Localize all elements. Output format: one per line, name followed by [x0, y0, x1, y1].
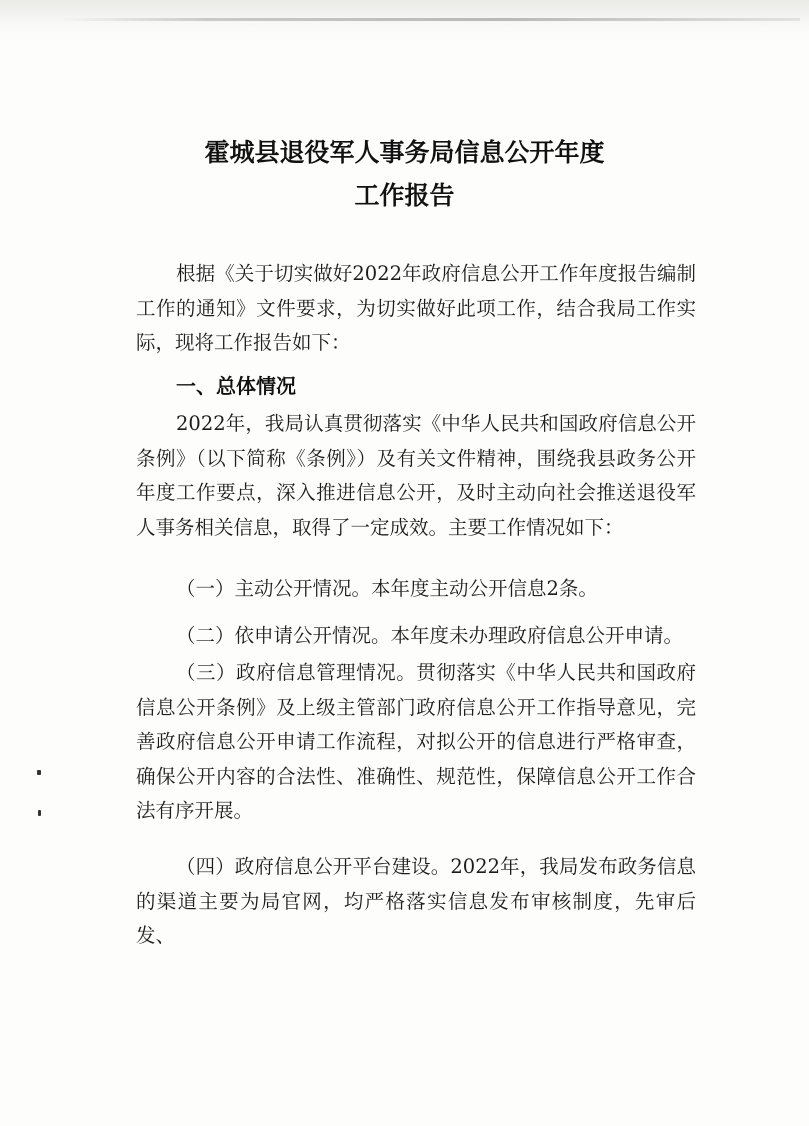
section-heading-overview: 一、总体情况 — [176, 374, 296, 398]
item-proactive-disclosure: （一）主动公开情况。本年度主动公开信息2条。 — [176, 577, 598, 600]
item-request-disclosure: （二）依申请公开情况。本年度未办理政府信息公开申请。 — [176, 624, 684, 647]
scan-speck — [37, 770, 41, 775]
item-platform-construction: （四）政府信息公开平台建设。2022年，我局发布政务信息的渠道主要为局官网，均严格落实信息发布审核制度，先审后发、 — [136, 855, 696, 947]
scan-speck — [38, 810, 41, 816]
overview-paragraph: 2022年，我局认真贯彻落实《中华人民共和国政府信息公开条例》（以下简称《条例》）及有关文件精神，围绕我县政务公开年度工作要点，深入推进信息公开，及时主动向社会推送退役军人事务相关信息，取得了一定成效。主要工作情况如下： — [136, 412, 696, 539]
scan-edge-line — [60, 18, 800, 21]
document-title-line2: 工作报告 — [354, 181, 455, 210]
document-title-line1: 霍城县退役军人事务局信息公开年度 — [204, 138, 605, 167]
intro-paragraph: 根据《关于切实做好2022年政府信息公开工作年度报告编制工作的通知》文件要求，为切实做好此项工作，结合我局工作实际，现将工作报告如下： — [136, 262, 696, 354]
item-information-management: （三）政府信息管理情况。贯彻落实《中华人民共和国政府信息公开条例》及上级主管部门政府信息公开工作指导意见，完善政府信息公开申请工作流程，对拟公开的信息进行严格审查，确保公开内容的合法性、准确性、规范性，保障信息公开工作合法有序开展。 — [136, 661, 696, 822]
scan-shadow — [0, 0, 809, 42]
